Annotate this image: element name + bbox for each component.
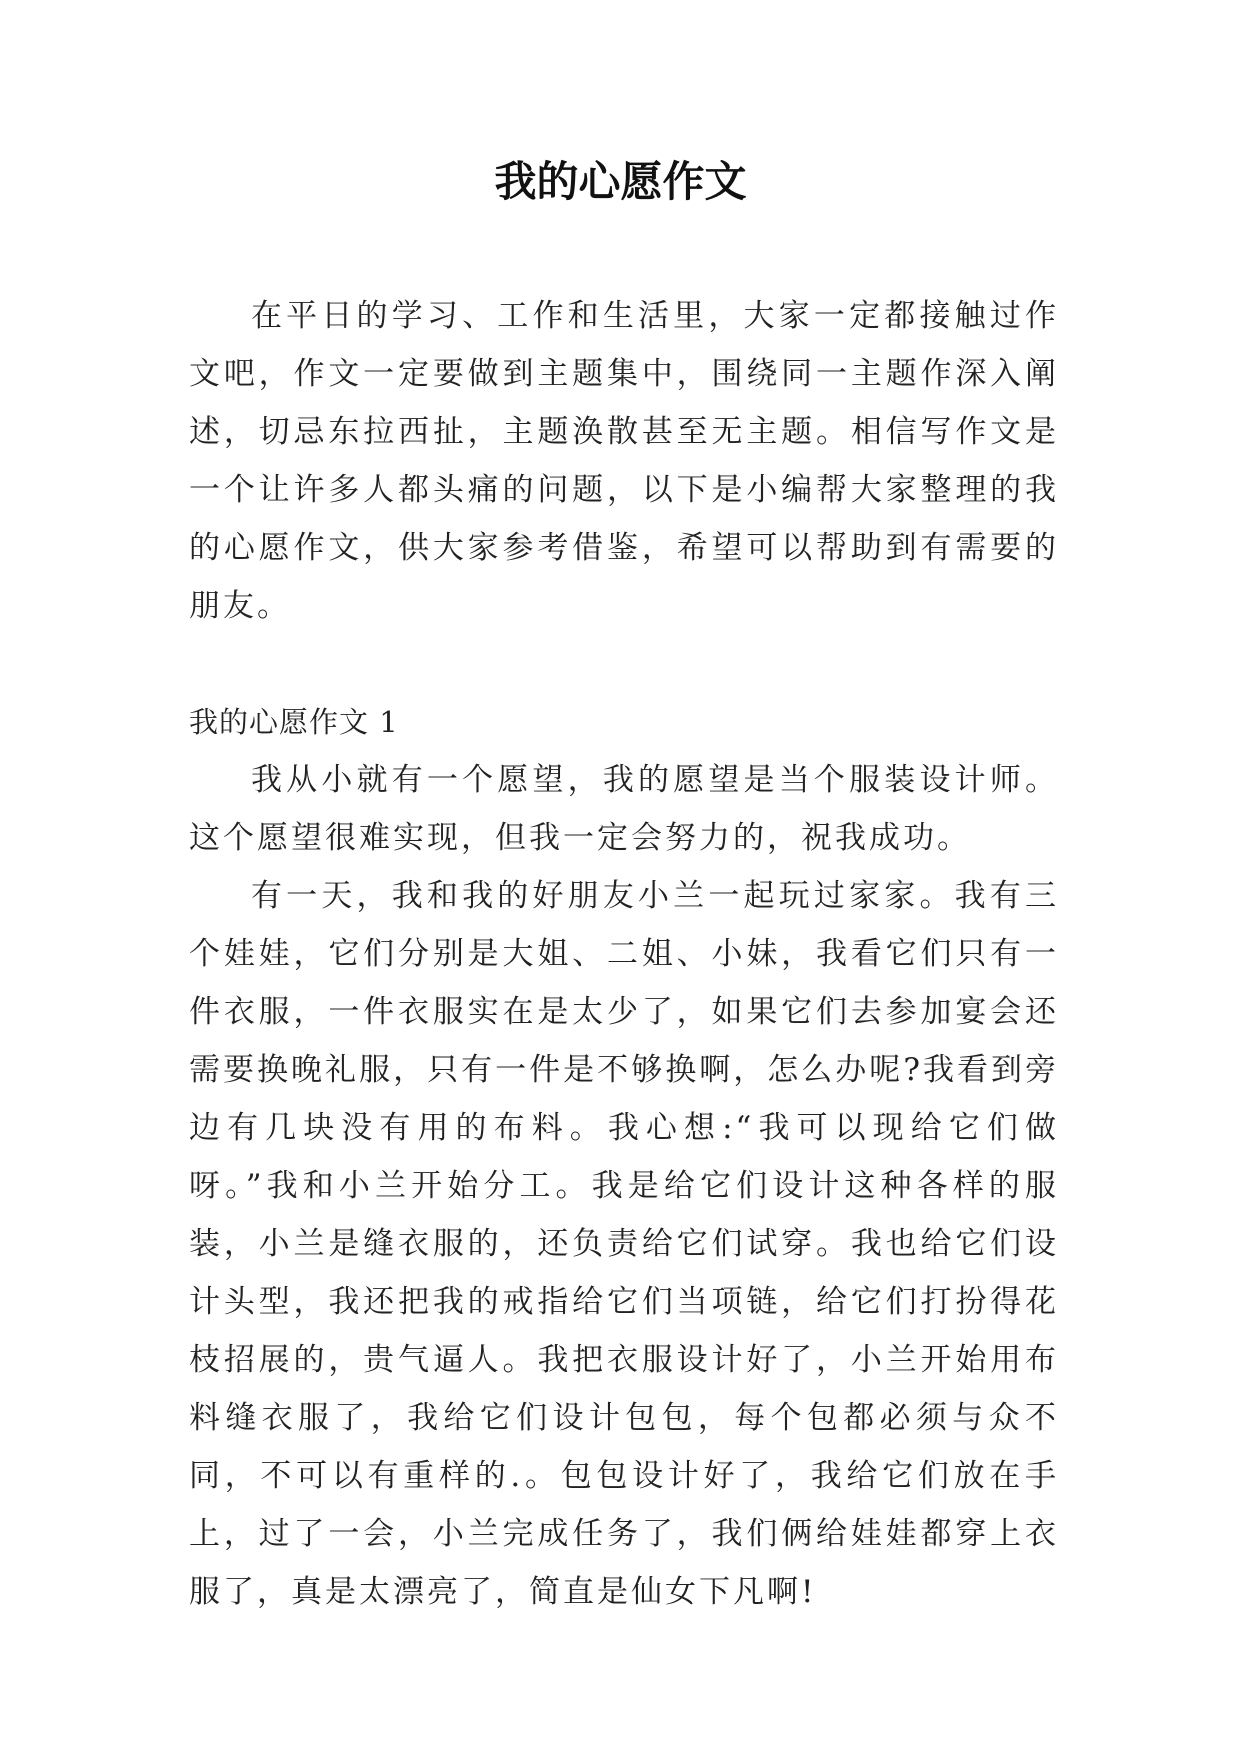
section-paragraph: 有一天，我和我的好朋友小兰一起玩过家家。我有三个娃娃，它们分别是大姐、二姐、小妹，我看它们只有一件衣服，一件衣服实在是太少了，如果它们去参加宴会还需要换晚礼服，只有一件是不够换啊，怎么办呢?我看到旁边有几块没有用的布料。我心想:“我可以现给它们做呀。”我和小兰开始分工。我是给它们设计这种各样的服装，小兰是缝衣服的，还负责给它们试穿。我也给它们设计头型，我还把我的戒指给它们当项链，给它们打扮得花枝招展的，贵气逼人。我把衣服设计好了，小兰开始用布料缝衣服了，我给它们设计包包，每个包都必须与众不同，不可以有重样的.。包包设计好了，我给它们放在手上，过了一会，小兰完成任务了，我们俩给娃娃都穿上衣服了，真是太漂亮了，简直是仙女下凡啊! (189, 878, 1059, 1610)
section-paragraph: 我从小就有一个愿望，我的愿望是当个服装设计师。这个愿望很难实现，但我一定会努力的，祝我成功。 (189, 762, 1059, 856)
document-body (189, 287, 1059, 1621)
document-title: 我的心愿作文 (494, 157, 747, 206)
intro-paragraph: 在平日的学习、工作和生活里，大家一定都接触过作文吧，作文一定要做到主题集中，围绕同一主题作深入阐述，切忌东拉西扯，主题涣散甚至无主题。相信写作文是一个让许多人都头痛的问题，以下是小编帮大家整理的我的心愿作文，供大家参考借鉴，希望可以帮助到有需要的朋友。 (189, 298, 1059, 624)
section-heading: 我的心愿作文 1 (189, 705, 399, 739)
essay-section-1 (189, 693, 1059, 1621)
